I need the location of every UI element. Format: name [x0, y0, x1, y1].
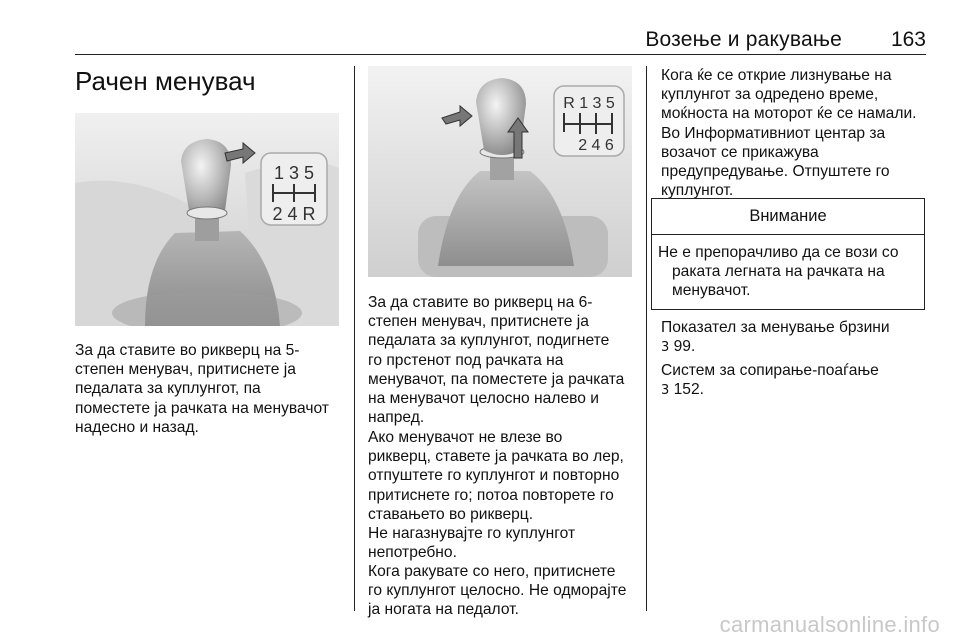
cross-reference-shift-indicator: Показател за менување брзини 3 99.: [661, 319, 890, 356]
page-number: 163: [890, 28, 926, 51]
middle-paragraph-2: Ако менувачот не влезе во рикверц, ставете ја рачката во лер, отпуштете го куплунгот и повторно притиснете го; потоа повторете го ставањето во рикверц.: [368, 429, 624, 523]
middle-paragraph-1: За да ставите во рикверц на 6- степен менувач, притиснете ја педалата за куплунгот, подигнете го прстенот под рачката на менувачот, па поместете ја рачката на менувачот целосно налево и напред.: [368, 294, 625, 427]
section-title: Рачен менувач: [75, 66, 256, 96]
page-reference-icon: 3: [661, 340, 670, 356]
gear-pattern-bottom-label: 2 4 R: [272, 204, 316, 224]
left-paragraph: За да ставите во рикверц на 5- степен менувач, притиснете ја педалата за куплунгот, па поместете ја рачката на менувачот надесно и назад.: [75, 342, 329, 436]
column-divider-left: [354, 66, 355, 611]
header-rule: [75, 54, 926, 55]
caution-notice-text: Не е препорачливо да се вози со раката легната на рачката на менувачот.: [658, 244, 899, 300]
gear-lever-5-speed-figure: [75, 113, 339, 326]
chapter-title: Возење и ракување: [645, 28, 842, 51]
caution-notice-heading: Внимание: [652, 199, 924, 235]
page-reference-icon: 3: [661, 383, 670, 399]
cross-reference-stop-start: Систем за сопирање-поаѓање 3 152.: [661, 362, 879, 399]
gear-lever-5-speed-illustration: [75, 113, 339, 326]
gear-pattern-bottom-label: 2 4 6: [578, 137, 614, 154]
gear-lever-6-speed-figure: [368, 66, 632, 277]
caution-notice-box: [651, 198, 925, 310]
column-divider-right: [646, 66, 647, 611]
watermark: carmanualsonline.info: [719, 612, 940, 637]
gear-pattern-top-label: R 1 3 5: [563, 95, 615, 112]
gear-pattern-top-label: 1 3 5: [273, 163, 315, 183]
middle-paragraph-4: Кога ракувате со него, притиснете го куплунгот целосно. Не одморајте ја ногата на педалот.: [368, 563, 627, 619]
gear-lever-6-speed-illustration: [368, 66, 632, 277]
middle-paragraph-3: Не нагазнувајте го куплунгот непотребно.: [368, 525, 576, 562]
right-paragraph-1: Кога ќе се открие лизнување на куплунгот за одредено време, моќноста на моторот ќе се намали. Во Информативниот центар за возачот се прикажува предупредување. Отпуштете го куплунгот.: [661, 67, 917, 200]
